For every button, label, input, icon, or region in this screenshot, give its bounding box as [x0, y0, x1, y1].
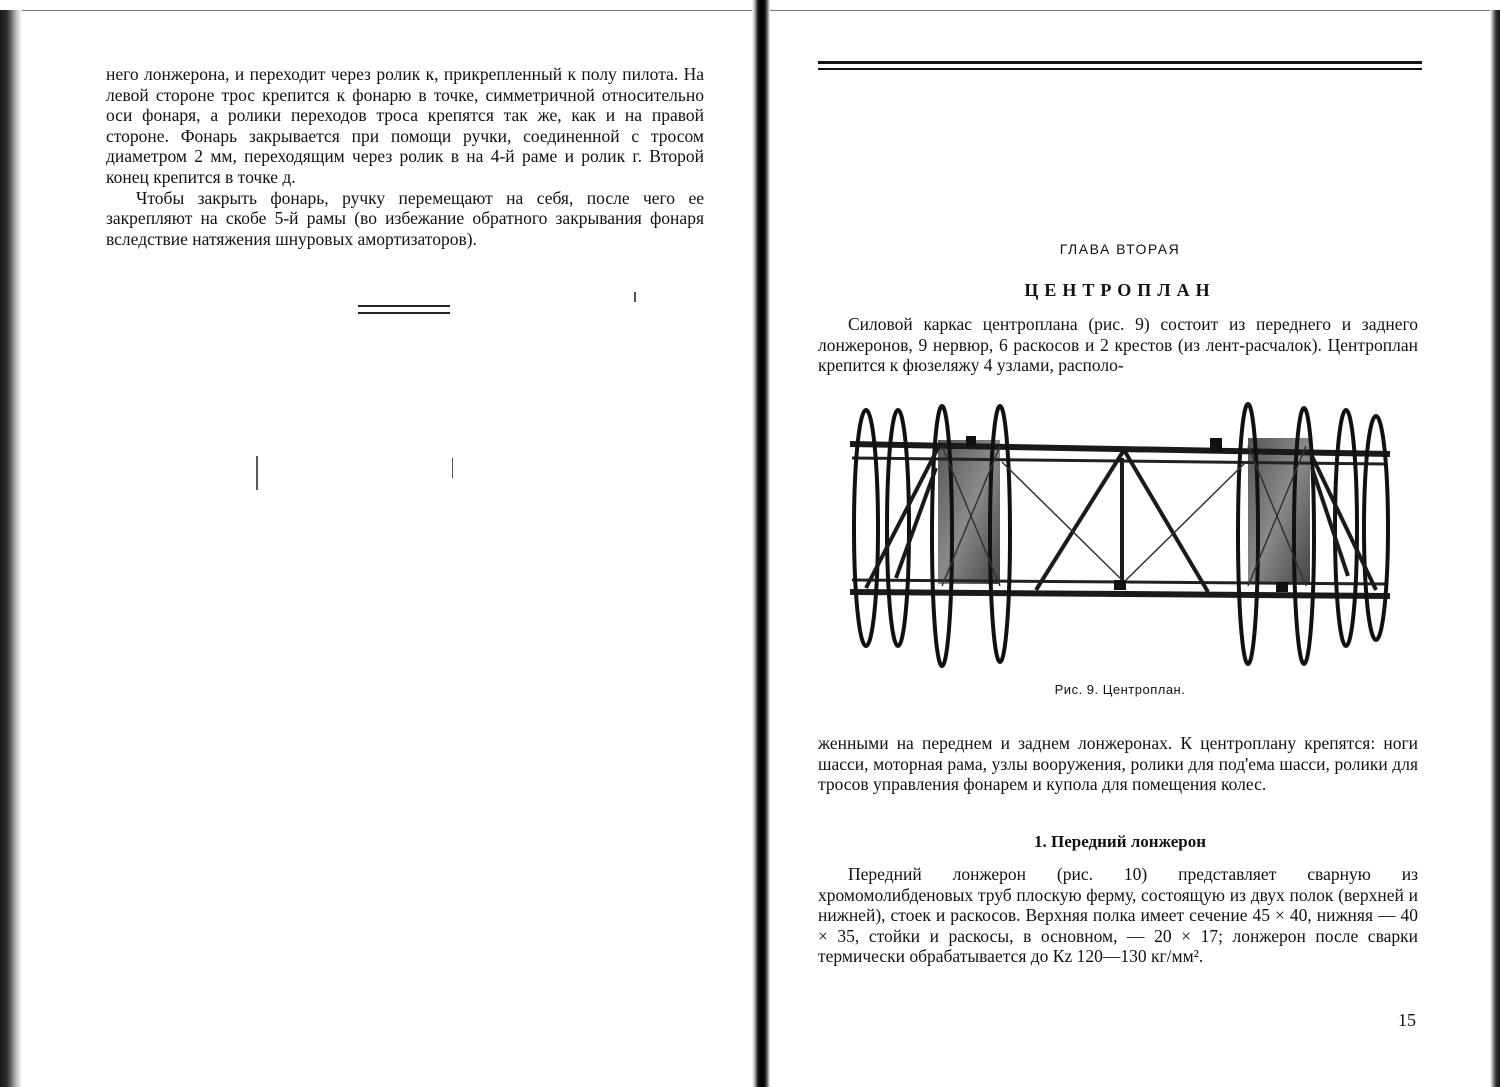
- scan-right-edge: [1490, 10, 1500, 1087]
- section-paragraph: Передний лонжерон (рис. 10) представляет сварную из хромомолибденовых труб плоскую ферму, состоящую из двух полок (верхней и нижней), стоек и раскосов. Верхняя полка имеет сечение 45 × 40, нижняя — 40 × 35, стойки и раскосы, в основном, — 20 × 17; лонжерон после сварки термически обрабатывается до Кz 120—130 кг/мм².: [818, 864, 1418, 967]
- chapter-label: ГЛАВА ВТОРАЯ: [1059, 241, 1181, 257]
- continuation-paragraph: женными на переднем и заднем лонжеронах. К центроплану крепятся: ноги шасси, моторная рама, узлы вооружения, ролики для под'ема шасси, ролики для тросов управления фонарем и купола для помещения колес.: [818, 733, 1418, 795]
- scan-mark: [256, 456, 258, 490]
- left-paragraph-2: Чтобы закрыть фонарь, ручку перемещают на себя, после чего ее закрепляют на скобе 5-й рамы (во избежание обратного закрывания фонаря вследствие натяжения шнуровых амортизаторов).: [106, 187, 704, 249]
- continuation-text: [818, 733, 1418, 795]
- right-page: [770, 0, 1490, 1087]
- centre-section-illustration: [846, 398, 1394, 674]
- chapter-title: ЦЕНТРОПЛАН: [1024, 280, 1216, 300]
- intro-paragraph: Силовой каркас центроплана (рис. 9) состоит из переднего и заднего лонжеронов, 9 нервюр, 6 раскосов и 2 крестов (из лент-расчалок). Центроплан крепится к фюзеляжу 4 узлами, располо-: [818, 314, 1418, 376]
- page-number: 15: [1398, 1010, 1416, 1030]
- section-title: 1. Передний лонжерон: [1033, 832, 1206, 851]
- book-gutter: [752, 0, 770, 1087]
- figure-caption: Рис. 9. Центроплан.: [1054, 682, 1186, 697]
- centre-section-figure: [846, 398, 1394, 674]
- left-page-body: [106, 64, 704, 249]
- left-paragraph-1: него лонжерона, и переходит через ролик к, прикрепленный к полу пилота. На левой стороне трос крепится к фонарю в точке, симметричной относительно оси фонаря, а ролики переходов троса крепятся так же, как и на правой стороне. Фонарь закрывается при помощи ручки, соединенной с тросом диаметром 2 мм, переходящим через ролик в на 4-й раме и ролик г. Второй конец крепится в точке д.: [106, 64, 704, 187]
- chapter-top-rule: [818, 61, 1422, 70]
- scan-mark: [452, 458, 453, 478]
- section-text: [818, 864, 1418, 967]
- end-of-text-rule: [358, 305, 450, 314]
- intro-text: [818, 314, 1418, 376]
- scan-mark: [634, 292, 636, 302]
